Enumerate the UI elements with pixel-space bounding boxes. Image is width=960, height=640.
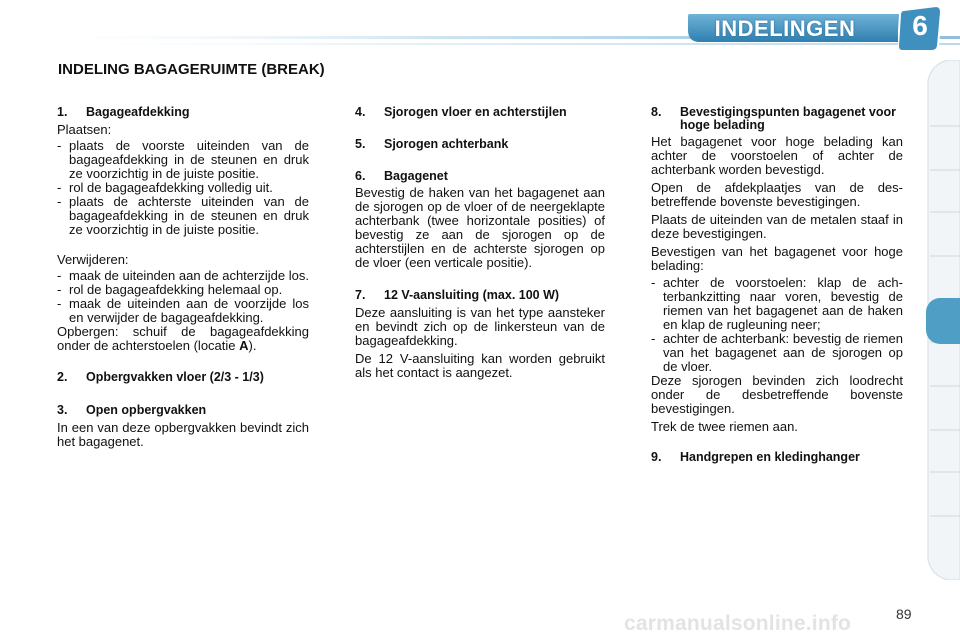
placing-label: Plaatsen: — [57, 122, 112, 137]
item-8-paragraph: Plaats de uiteinden van de metalen staaf in deze bevestigingen. — [651, 212, 903, 241]
item-8-paragraph: Open de afdekplaatjes van de desbetreffende bovenste bevestigingen. — [651, 180, 903, 209]
column-3 — [651, 106, 903, 464]
item-9-heading: 9. Handgrepen en kledinghanger — [651, 450, 860, 464]
removing-label: Verwijderen: — [57, 252, 129, 267]
list-item: - plaats de voorste uiteinden van de bagageafdekking in de steunen en druk ze voorzichtig in de juiste positie. — [57, 139, 309, 181]
item-4-heading: 4. Sjorogen vloer en achterstijlen — [355, 105, 567, 119]
active-chapter-tab[interactable] — [926, 298, 960, 344]
section-title: INDELING BAGAGERUIMTE (BREAK) — [58, 61, 325, 78]
removing-steps — [57, 269, 309, 325]
item-6-heading: 6. Bagagenet — [355, 169, 448, 183]
item-3-text: In een van deze opbergvakken bevindt zich het bagagenet. — [57, 420, 309, 449]
page-number: 89 — [896, 606, 912, 622]
list-item: - achter de achterbank: bevestig de riemen van het bagagenet aan de sjorogen op de vloer. — [651, 332, 903, 374]
item-7-heading: 7. 12 V-aansluiting (max. 100 W) — [355, 288, 560, 302]
item-8-paragraph: Trek de twee riemen aan. — [651, 419, 798, 434]
item-8-paragraph: Het bagagenet voor hoge belading kan achter de voorstoelen of achter de achterbank worden bevestigd. — [651, 134, 903, 177]
item-8-paragraph: Deze sjorogen bevinden zich loodrecht onder de desbetreffende bovenste bevestigingen. — [651, 373, 903, 416]
item-6-text: Bevestig de haken van het bagagenet aan de sjorogen op de vloer of de neergeklapte achterbank (twee horizontale posities) of bevestig ze aan de sjorogen op de achterstijlen en de achterste sjorogen op de vloer (een verticale positie). — [355, 185, 605, 270]
list-item: - plaats de achterste uiteinden van de bagageafdekking in de steunen en druk ze voorzichtig in de juiste positie. — [57, 195, 309, 237]
chapter-number: 6 — [912, 10, 928, 41]
column-1 — [57, 106, 309, 449]
item-3-heading: 3. Open opbergvakken — [57, 403, 207, 417]
list-item: - rol de bagageafdekking helemaal op. — [57, 283, 309, 297]
item-1-heading: 1. Bagageafdekking — [57, 105, 190, 119]
item-2-heading: 2. Opbergvakken vloer (2/3 - 1/3) — [57, 370, 264, 384]
list-item: - rol de bagageafdekking volledig uit. — [57, 181, 309, 195]
column-2 — [355, 106, 605, 380]
item-5-heading: 5. Sjorogen achterbank — [355, 137, 509, 151]
item-7-text-1: Deze aansluiting is van het type aansteker en bevindt zich op de linkersteun van de bagageafdekking. — [355, 305, 605, 348]
chapter-title: INDELINGEN — [714, 16, 856, 41]
item-8-heading: 8. Bevestigingspunten bagagenet voor hoge belading — [651, 105, 897, 132]
item-7-text-2: De 12 V-aansluiting kan worden gebruikt als het contact is aangezet. — [355, 351, 605, 380]
watermark: carmanualsonline.info — [624, 612, 852, 635]
location-letter: A — [239, 338, 249, 353]
item-8-paragraph: Bevestigen van het bagagenet voor hoge belading: — [651, 244, 903, 273]
list-item: - achter de voorstoelen: klap de achterbankzitting naar voren, bevestig de riemen van het bagagenet aan de haken en klap de rugleuning neer; — [651, 276, 903, 332]
list-item: - maak de uiteinden aan de achterzijde los. — [57, 269, 309, 283]
storing-text: Opbergen: schuif de bagageafdekking onder de achterstoelen (locatie A). — [57, 324, 309, 353]
item-8-steps — [651, 276, 903, 374]
placing-steps — [57, 139, 309, 237]
list-item: - maak de uiteinden aan de voorzijde los en verwijder de bagageafdekking. — [57, 297, 309, 325]
